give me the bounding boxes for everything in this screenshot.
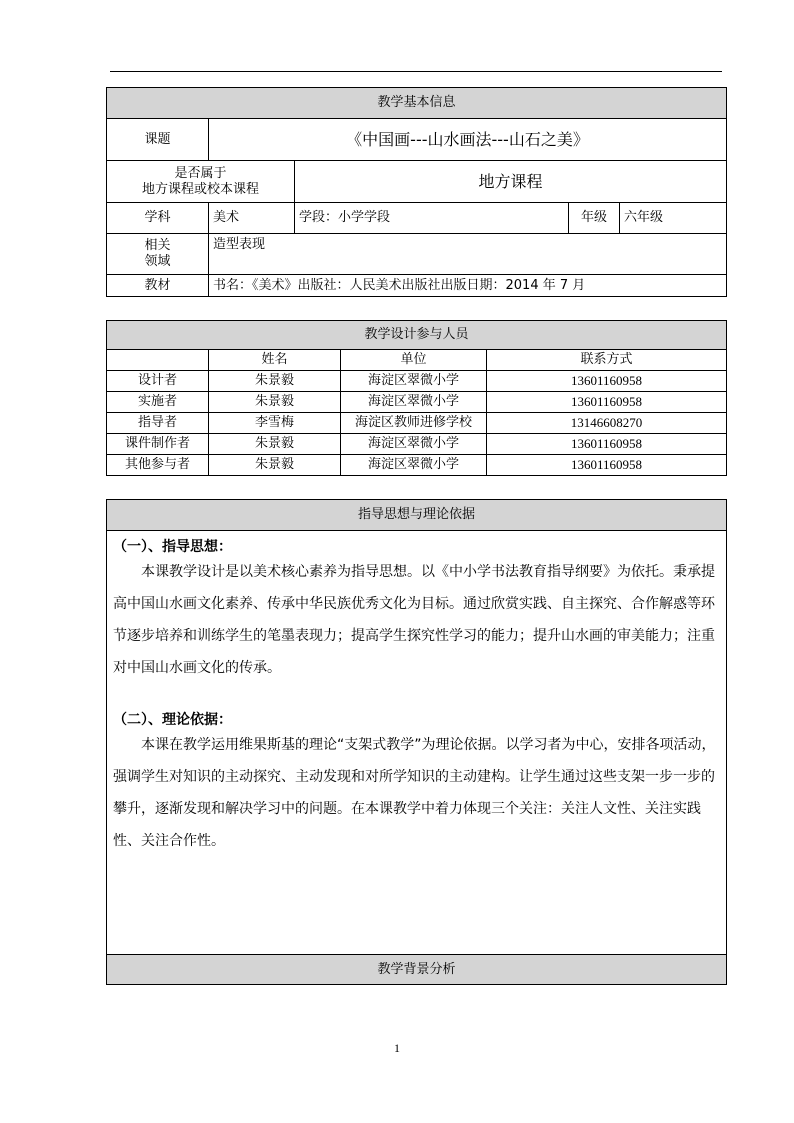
field-label-line1: 相关: [144, 238, 171, 254]
column-header-role: [107, 350, 209, 371]
participants-header: 教学设计参与人员: [107, 321, 727, 350]
subject-label: 学科: [107, 203, 209, 234]
stage-value: 学段：小学学段: [295, 203, 569, 234]
name-cell: 李雪梅: [209, 413, 341, 434]
section1-title: （一）、指导思想：: [113, 539, 232, 555]
section1-text: 本课教学设计是以美术核心素养为指导思想。以《中小学书法教育指导纲要》为依托。秉承提高中国山水画文化素养、传承中华民族优秀文化为目标。通过欣赏实践、自主探究、合作解惑等环节逐步培养和训练学生的笔墨表现力；提高学生探究性学习的能力；提升山水画的审美能力；注重对中国山水画文化的传承。: [113, 563, 715, 676]
contact-cell: 13146608270: [487, 413, 727, 434]
name-cell: 朱景毅: [209, 392, 341, 413]
subject-value: 美术: [209, 203, 295, 234]
table-row: [107, 434, 727, 455]
local-course-label-line2: 地方课程或校本课程: [141, 181, 259, 197]
column-header-unit: 单位: [341, 350, 487, 371]
textbook-value: 书名：《美术》出版社：人民美术出版社出版日期：2014 年 7 月: [209, 275, 727, 297]
top-rule: [110, 71, 722, 72]
field-label: [107, 234, 209, 275]
grade-value: 六年级: [620, 203, 727, 234]
contact-cell: 13601160958: [487, 455, 727, 476]
unit-cell: 海淀区教师进修学校: [341, 413, 487, 434]
page-number: 1: [394, 1041, 400, 1055]
textbook-label: 教材: [107, 275, 209, 297]
table-row: [107, 392, 727, 413]
column-header-contact: 联系方式: [487, 350, 727, 371]
table-row: [107, 413, 727, 434]
theory-header: 指导思想与理论依据: [107, 500, 727, 531]
table-row: [107, 455, 727, 476]
local-course-label-line1: 是否属于: [174, 165, 227, 181]
unit-cell: 海淀区翠微小学: [341, 371, 487, 392]
field-label-line2: 领域: [144, 254, 171, 269]
theory-body: [107, 531, 727, 955]
contact-cell: 13601160958: [487, 392, 727, 413]
name-cell: 朱景毅: [209, 371, 341, 392]
contact-cell: 13601160958: [487, 371, 727, 392]
role-cell: 指导者: [107, 413, 209, 434]
unit-cell: 海淀区翠微小学: [341, 455, 487, 476]
role-cell: 实施者: [107, 392, 209, 413]
section2-title: （二）、理论依据：: [113, 711, 232, 728]
local-course-value: 地方课程: [295, 161, 727, 203]
name-cell: 朱景毅: [209, 434, 341, 455]
participants-table: [106, 320, 727, 476]
role-cell: 课件制作者: [107, 434, 209, 455]
contact-cell: 13601160958: [487, 434, 727, 455]
background-header: 教学背景分析: [107, 955, 727, 985]
local-course-label: [107, 161, 295, 203]
topic-label: 课题: [107, 119, 209, 161]
basic-info-header: 教学基本信息: [107, 88, 727, 119]
basic-info-table: [106, 87, 727, 297]
unit-cell: 海淀区翠微小学: [341, 434, 487, 455]
grade-label: 年级: [569, 203, 620, 234]
theory-table: [106, 499, 727, 985]
topic-value: 《中国画---山水画法---山石之美》: [209, 119, 727, 161]
field-value: 造型表现: [209, 234, 727, 275]
role-cell: 设计者: [107, 371, 209, 392]
table-row: [107, 371, 727, 392]
column-header-name: 姓名: [209, 350, 341, 371]
section2-text: 本课在教学运用维果斯基的理论“支架式教学”为理论依据。以学习者为中心，安排各项活动，强调学生对知识的主动探究、主动发现和对所学知识的主动建构。让学生通过这些支架一步一步的攀升，逐渐发现和解决学习中的问题。在本课教学中着力体现三个关注：关注人文性、关注实践性、关注合作性。: [113, 736, 716, 849]
name-cell: 朱景毅: [209, 455, 341, 476]
role-cell: 其他参与者: [107, 455, 209, 476]
unit-cell: 海淀区翠微小学: [341, 392, 487, 413]
